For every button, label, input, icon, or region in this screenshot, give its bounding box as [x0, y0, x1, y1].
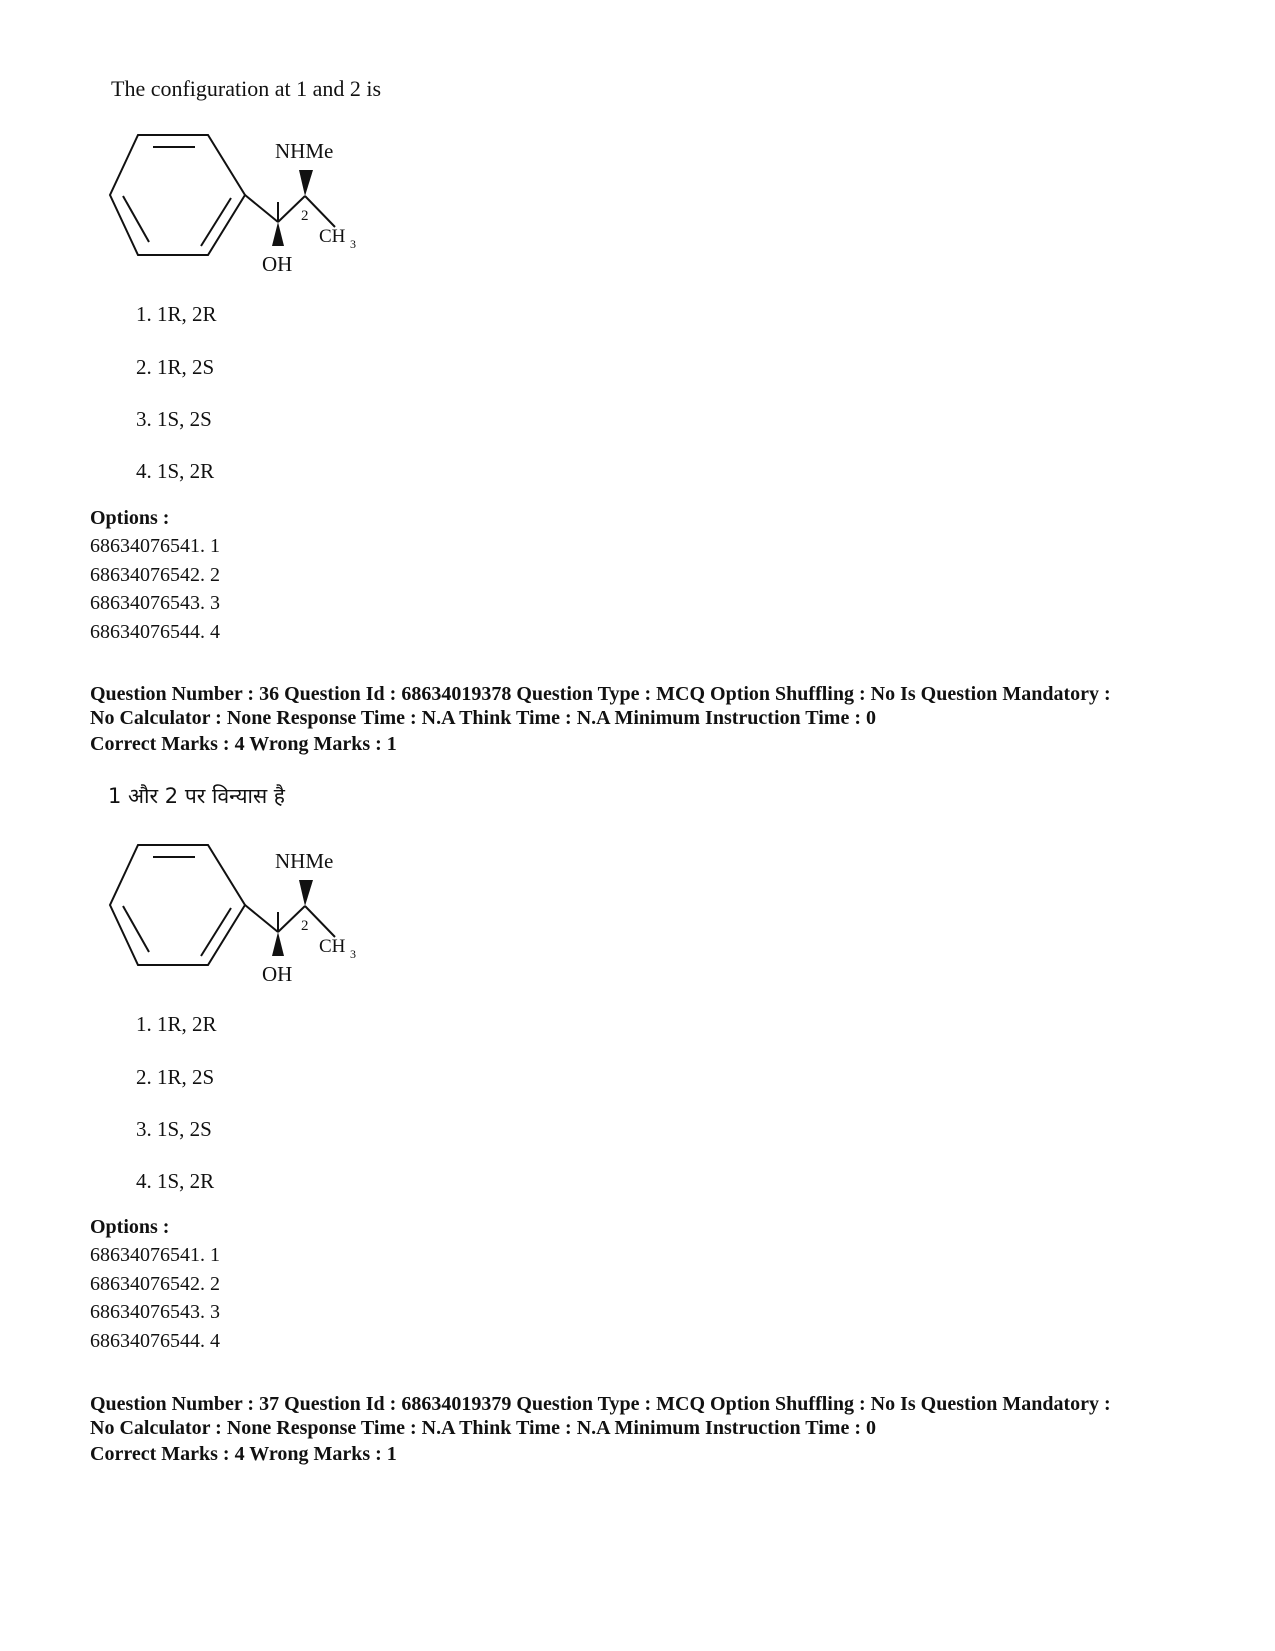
choice-2: 2. 1R, 2S: [136, 355, 215, 379]
hydroxyl-label: OH: [262, 962, 293, 986]
question-meta: [90, 682, 1210, 730]
option-line: 68634076543. 3: [90, 1301, 220, 1323]
nhme-label: NHMe: [275, 139, 334, 163]
option-line: 68634076542. 2: [90, 1272, 220, 1295]
hydroxyl-label: OH: [262, 252, 293, 276]
marks-line: Correct Marks : 4 Wrong Marks : 1: [90, 733, 397, 755]
carbon-2-label: 2: [301, 918, 309, 934]
carbon-2-label: 2: [301, 208, 309, 224]
choice-3: 3. 1S, 2S: [136, 407, 212, 431]
question-meta: [90, 1392, 1210, 1440]
options-list: [90, 532, 220, 646]
methyl-label: CH: [319, 936, 346, 957]
option-line: 68634076542. 2: [90, 563, 220, 586]
options-title: Options :: [90, 507, 170, 529]
methyl-subscript: 3: [350, 237, 356, 251]
methyl-subscript: 3: [350, 947, 356, 961]
options-title: Options :: [90, 1216, 170, 1238]
option-line: 68634076541. 1: [90, 1244, 220, 1266]
marks-line: Correct Marks : 4 Wrong Marks : 1: [90, 1443, 397, 1465]
option-line: 68634076544. 4: [90, 1329, 220, 1352]
question-meta-line-1: Question Number : 36 Question Id : 68634019378 Question Type : MCQ Option Shuffling : No Is Question Mandatory :: [90, 683, 1111, 705]
choice-1: 1. 1R, 2R: [136, 302, 217, 326]
question-meta-line-1: Question Number : 37 Question Id : 68634019379 Question Type : MCQ Option Shuffling : No Is Question Mandatory :: [90, 1393, 1111, 1415]
molecule-structure: [105, 840, 375, 995]
molecule-structure: [105, 130, 375, 285]
choice-2: 2. 1R, 2S: [136, 1065, 215, 1089]
choice-3: 3. 1S, 2S: [136, 1117, 212, 1141]
choice-4: 4. 1S, 2R: [136, 459, 215, 483]
methyl-label: CH: [319, 226, 346, 247]
option-line: 68634076544. 4: [90, 620, 220, 643]
question-text: 1 और 2 पर विन्यास है: [108, 784, 285, 808]
choice-1: 1. 1R, 2R: [136, 1012, 217, 1036]
nhme-label: NHMe: [275, 849, 334, 873]
question-meta-line-2: No Calculator : None Response Time : N.A Think Time : N.A Minimum Instruction Time : 0: [90, 707, 876, 729]
question-text: The configuration at 1 and 2 is: [111, 76, 382, 101]
option-line: 68634076541. 1: [90, 535, 220, 557]
choice-4: 4. 1S, 2R: [136, 1169, 215, 1193]
question-meta-line-2: No Calculator : None Response Time : N.A Think Time : N.A Minimum Instruction Time : 0: [90, 1417, 876, 1439]
options-list: [90, 1241, 220, 1355]
option-line: 68634076543. 3: [90, 592, 220, 614]
